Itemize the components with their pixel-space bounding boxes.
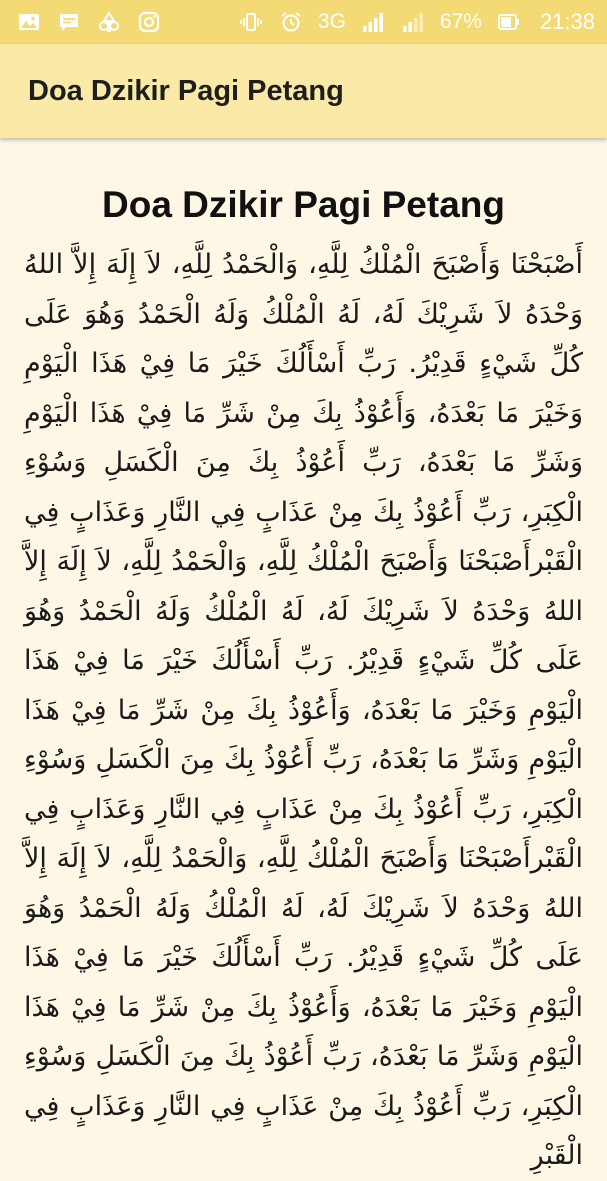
status-bar-system	[238, 9, 595, 35]
status-bar	[0, 0, 607, 44]
recycle-icon	[96, 9, 122, 35]
clock-time: 21:38	[539, 9, 595, 34]
status-bar-notifications	[16, 9, 162, 35]
battery-percent: 67%	[439, 10, 482, 33]
alarm-icon	[278, 9, 304, 35]
signal-icon	[360, 9, 386, 35]
arabic-dua-text: أَصْبَحْنَا وَأَصْبَحَ الْمُلْكُ لِلَّهِ، وَالْحَمْدُ لِلَّهِ، لاَ إِلَهَ إِلاَّ اللهُ وَحْدَهُ لاَ شَرِيْكَ لَهُ، لَهُ الْمُلْكُ وَلَهُ الْحَمْدُ وَهُوَ عَلَى كُلِّ شَيْءٍ قَدِيْرُ. رَبِّ أَسْأَلُكَ خَيْرَ مَا فِيْ هَذَا الْيَوْمِ وَخَيْرَ مَا بَعْدَهُ، وَأَعُوْذُ بِكَ مِنْ شَرِّ مَا فِيْ هَذَا الْيَوْمِ وَشَرِّ مَا بَعْدَهُ، رَبِّ أَعُوْذُ بِكَ مِنَ الْكَسَلِ وَسُوْءِ الْكِبَرِ، رَبِّ أَعُوْذُ بِكَ مِنْ عَذَابٍ فِي النَّارِ وَعَذَابٍ فِي الْقَبْرأَصْبَحْنَا وَأَصْبَحَ الْمُلْكُ لِلَّهِ، وَالْحَمْدُ لِلَّهِ، لاَ إِلَهَ إِلاَّ اللهُ وَحْدَهُ لاَ شَرِيْكَ لَهُ، لَهُ الْمُلْكُ وَلَهُ الْحَمْدُ وَهُوَ عَلَى كُلِّ شَيْءٍ قَدِيْرُ. رَبِّ أَسْأَلُكَ خَيْرَ مَا فِيْ هَذَا الْيَوْمِ وَخَيْرَ مَا بَعْدَهُ، وَأَعُوْذُ بِكَ مِنْ شَرِّ مَا فِيْ هَذَا الْيَوْمِ وَشَرِّ مَا بَعْدَهُ، رَبِّ أَعُوْذُ بِكَ مِنَ الْكَسَلِ وَسُوْءِ الْكِبَرِ، رَبِّ أَعُوْذُ بِكَ مِنْ عَذَابٍ فِي النَّارِ وَعَذَابٍ فِي الْقَبْرأَصْبَحْنَا وَأَصْبَحَ الْمُلْكُ لِلَّهِ، وَالْحَمْدُ لِلَّهِ، لاَ إِلَهَ إِلاَّ اللهُ وَحْدَهُ لاَ شَرِيْكَ لَهُ، لَهُ الْمُلْكُ وَلَهُ الْحَمْدُ وَهُوَ عَلَى كُلِّ شَيْءٍ قَدِيْرُ. رَبِّ أَسْأَلُكَ خَيْرَ مَا فِيْ هَذَا الْيَوْمِ وَخَيْرَ مَا بَعْدَهُ، وَأَعُوْذُ بِكَ مِنْ شَرِّ مَا فِيْ هَذَا الْيَوْمِ وَشَرِّ مَا بَعْدَهُ، رَبِّ أَعُوْذُ بِكَ مِنَ الْكَسَلِ وَسُوْءِ الْكِبَرِ، رَبِّ أَعُوْذُ بِكَ مِنْ عَذَابٍ فِي النَّارِ وَعَذَابٍ فِي الْقَبْرِ	[24, 249, 583, 1171]
signal-secondary-icon	[400, 9, 426, 35]
chat-icon	[56, 9, 82, 35]
content-scroll-area[interactable]	[0, 138, 607, 1171]
instagram-icon	[136, 9, 162, 35]
app-bar-title: Doa Dzikir Pagi Petang	[28, 74, 344, 107]
battery-icon	[496, 9, 522, 35]
network-type-label: 3G	[317, 10, 346, 33]
app-bar	[0, 44, 607, 138]
image-icon	[16, 9, 42, 35]
page-heading: Doa Dzikir Pagi Petang	[102, 184, 505, 225]
vibrate-icon	[238, 9, 264, 35]
